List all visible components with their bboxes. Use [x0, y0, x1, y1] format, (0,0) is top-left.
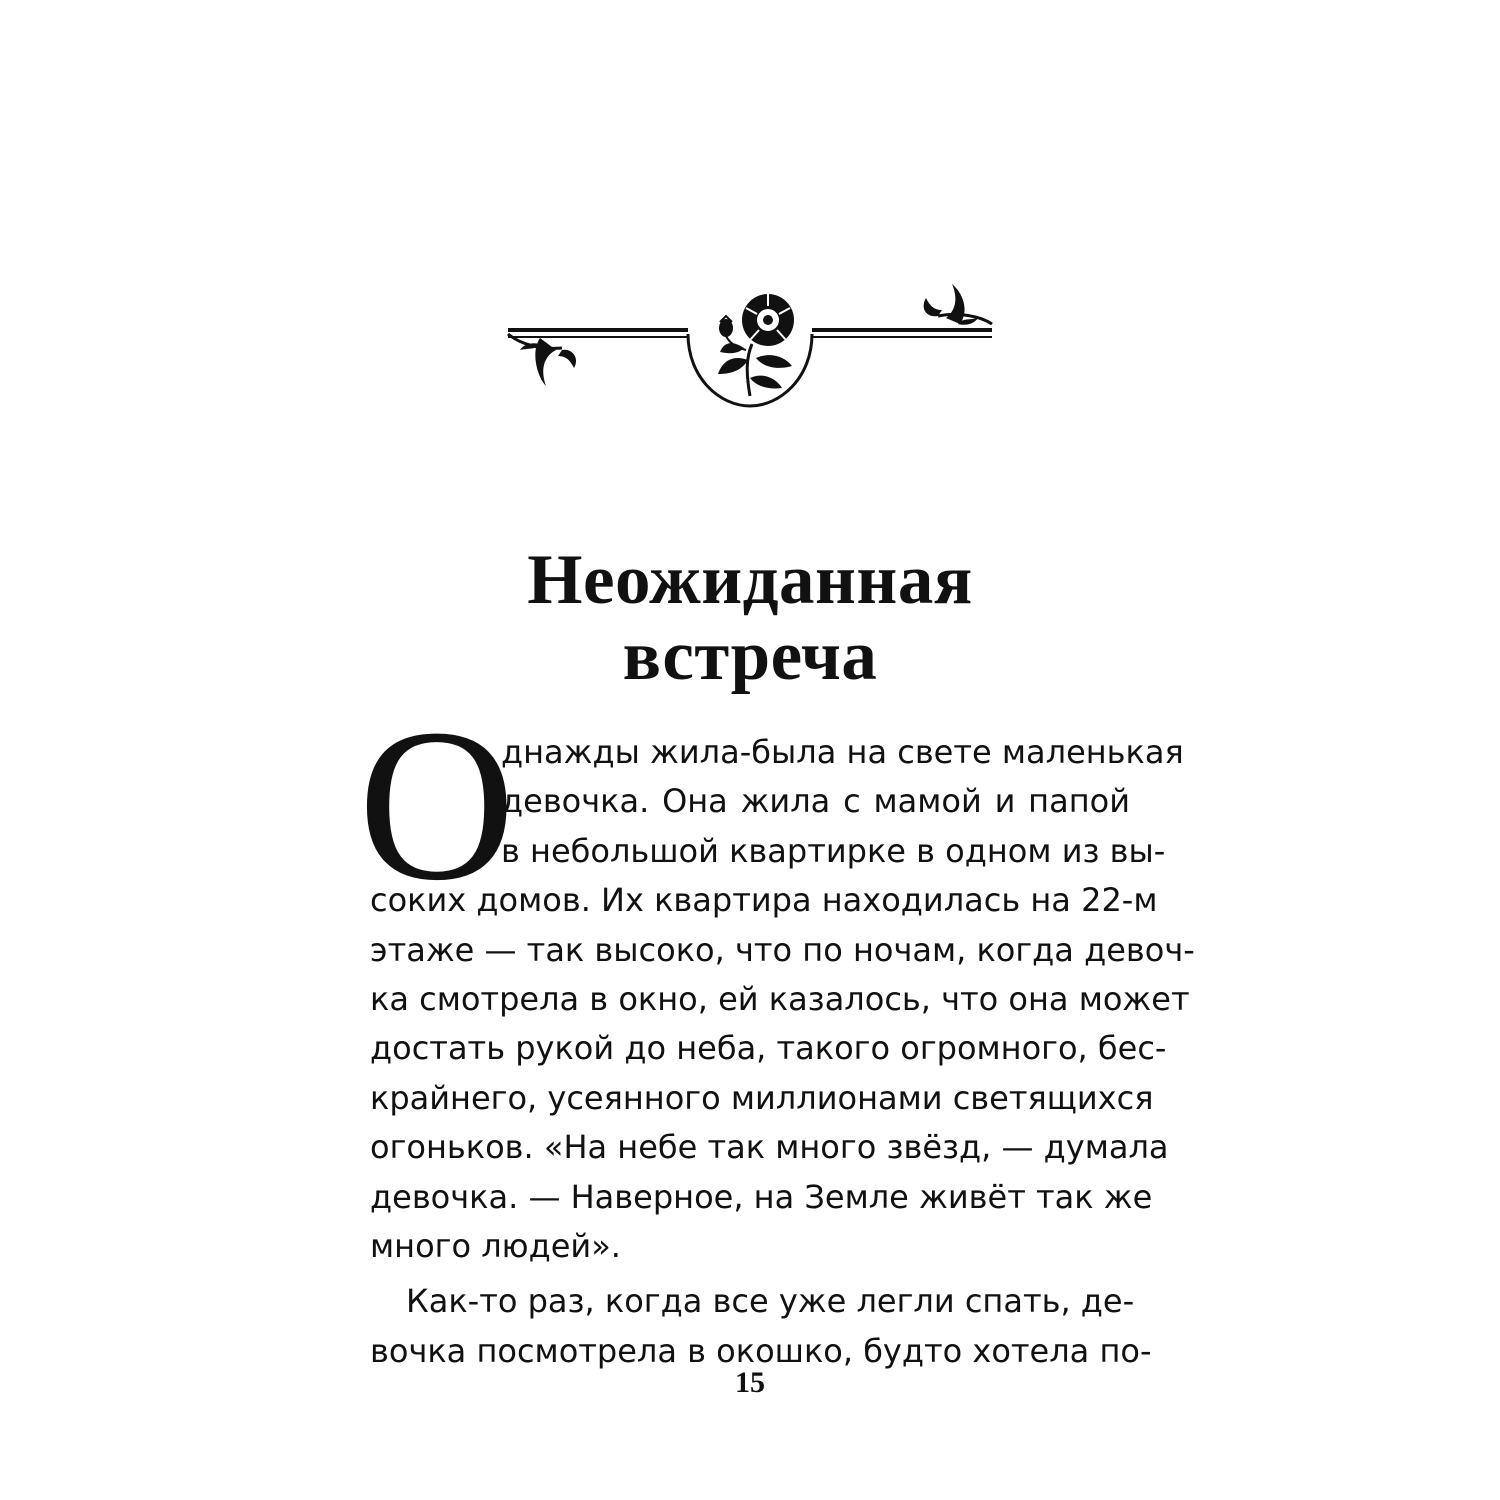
rose-vignette-icon [500, 278, 1000, 413]
text-line: крайнего, усеянного миллионами светящихся [370, 1078, 1154, 1117]
body-text [370, 728, 1195, 1376]
text-line: в небольшой квартирке в одном из вы- [501, 831, 1166, 870]
text-line: девочка. Она жила с мамой и папой [501, 782, 1130, 821]
text-line: этаже — так высоко, что по ночам, когда девоч- [370, 930, 1195, 969]
text-line: соких домов. Их квартира находилась на 22-м [370, 881, 1158, 920]
chapter-title-line-1: Неожиданная [527, 541, 973, 619]
page-number: 15 [735, 1366, 765, 1399]
text-line: вочка посмотрела в окошко, будто хотела по- [370, 1331, 1152, 1370]
chapter-title-line-2: встреча [622, 617, 878, 695]
text-line: достать рукой до неба, такого огромного, бес- [370, 1029, 1167, 1068]
text-line: девочка. — Наверное, на Земле живёт так же [370, 1177, 1153, 1216]
paragraph [370, 1277, 1152, 1376]
text-line: огоньков. «На небе так много звёзд, — думала [370, 1128, 1169, 1167]
text-line: много людей». [370, 1226, 621, 1265]
paragraph [370, 728, 1195, 1271]
drop-cap: О [358, 685, 516, 926]
chapter-title [300, 542, 1200, 694]
text-line: Как-то раз, когда все уже легли спать, де- [406, 1282, 1135, 1321]
text-line: ка смотрела в окно, ей казалось, что она может [370, 979, 1190, 1018]
text-line: днажды жила-была на свете маленькая [501, 733, 1184, 771]
